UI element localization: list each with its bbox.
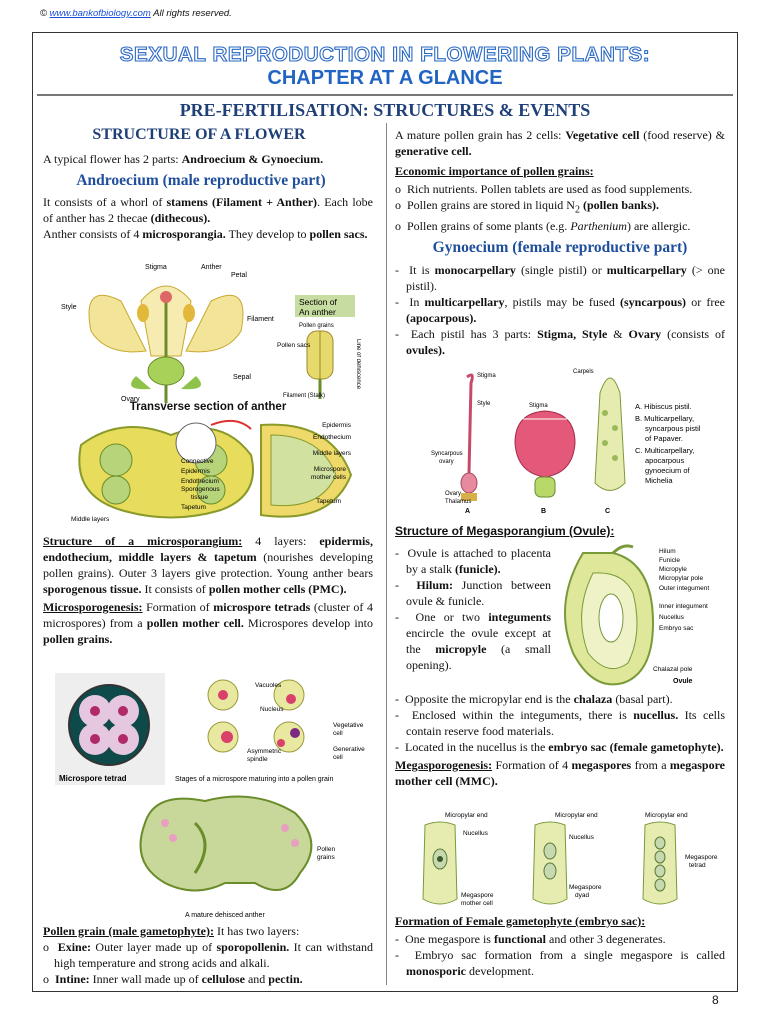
svg-text:Pollen sacs: Pollen sacs [277, 342, 311, 349]
svg-text:Embryo sac: Embryo sac [659, 625, 694, 632]
svg-text:C. Multicarpellary,: C. Multicarpellary, [635, 446, 695, 455]
svg-text:C: C [605, 508, 611, 513]
svg-text:Sporogenous: Sporogenous [181, 486, 220, 493]
page-frame [32, 32, 738, 992]
svg-text:Asymmetric: Asymmetric [247, 748, 281, 755]
svg-text:spindle: spindle [247, 756, 268, 763]
female-gametophyte-section [395, 913, 725, 979]
androecium-para-1: It consists of a whorl of stamens (Filament + Anther). Each lobe of anther has 2 thecae (dithecous). [43, 195, 373, 225]
svg-text:Vacuoles: Vacuoles [255, 682, 282, 689]
svg-text:Epidermis: Epidermis [181, 468, 210, 475]
right-column [395, 127, 725, 358]
svg-text:Generative: Generative [333, 746, 365, 753]
section-title: PRE-FERTILISATION: STRUCTURES & EVENTS [179, 100, 591, 120]
svg-text:Hilum: Hilum [659, 548, 676, 555]
svg-text:Nucellus: Nucellus [569, 834, 594, 841]
svg-text:cell: cell [333, 730, 343, 737]
chapter-title: SEXUAL REPRODUCTION IN FLOWERING PLANTS: [119, 43, 651, 66]
svg-text:tetrad: tetrad [689, 862, 706, 869]
svg-text:mother cells: mother cells [310, 474, 346, 481]
svg-text:Anther: Anther [201, 264, 222, 271]
exine-bullet: o Exine: Outer layer made up of sporopollenin. It can withstand high temperature and strong acids and alkali. [43, 940, 374, 970]
svg-text:Micropylar pole: Micropylar pole [659, 575, 704, 582]
svg-text:Micropylar end: Micropylar end [555, 812, 598, 819]
svg-text:Carpels: Carpels [573, 369, 594, 375]
svg-text:Endothecium: Endothecium [313, 434, 351, 441]
svg-text:Epidermis: Epidermis [322, 422, 351, 429]
svg-text:Micropyle: Micropyle [659, 566, 687, 573]
svg-text:B: B [541, 508, 547, 513]
pollen-grain-para: Pollen grain (male gametophyte): It has two layers: [43, 924, 300, 938]
gynoecium-item-2: - In multicarpellary, pistils may be fused (syncarpous) or free (apocarpous). [395, 295, 726, 326]
svg-text:cell: cell [333, 754, 343, 761]
chapter-subtitle: CHAPTER AT A GLANCE [267, 67, 503, 89]
pistil-figure [405, 363, 725, 513]
svg-text:Microspore tetrad: Microspore tetrad [59, 774, 127, 783]
pollen-development-figure [55, 673, 373, 921]
svg-text:tissue: tissue [191, 494, 208, 501]
svg-text:B. Multicarpellary,: B. Multicarpellary, [635, 414, 695, 423]
economic-item-2: o Pollen grains are stored in liquid $N_2$ (pollen banks). [395, 198, 660, 216]
svg-text:Endothecium: Endothecium [181, 478, 219, 485]
flower-heading: STRUCTURE OF A FLOWER [92, 126, 306, 143]
economic-item-1: o Rich nutrients. Pollen tablets are used as food supplements. [395, 182, 693, 196]
left-column-mid [43, 533, 373, 647]
svg-text:Nucellus: Nucellus [659, 614, 684, 621]
svg-text:grains: grains [317, 854, 335, 861]
svg-text:A mature dehisced anther: A mature dehisced anther [185, 912, 265, 919]
svg-text:Megaspore: Megaspore [569, 884, 602, 891]
svg-text:syncarpous pistil: syncarpous pistil [645, 424, 701, 433]
svg-text:Sepal: Sepal [233, 374, 251, 381]
ovule-figure [553, 543, 729, 693]
ovule-item-1: - Ovule is attached to placenta by a stalk (funicle). [395, 546, 552, 576]
svg-text:Syncarpous: Syncarpous [431, 451, 463, 457]
left-column [43, 125, 373, 242]
svg-text:An anther: An anther [299, 307, 336, 317]
svg-text:Stigma: Stigma [145, 264, 167, 271]
megasporogenesis-para: Megasporogenesis: Formation of 4 megaspores from a megaspore mother cell (MMC). [395, 758, 726, 788]
svg-text:Vegetative: Vegetative [333, 722, 364, 729]
gynoecium-item-3: - Each pistil has 3 parts: Stigma, Style & Ovary (consists of ovules). [395, 327, 725, 358]
female-gametophyte-heading: Formation of Female gametophyte (embryo sac): [395, 914, 646, 928]
svg-text:A. Hibiscus pistil.: A. Hibiscus pistil. [635, 402, 692, 411]
ovule-item-6: - Located in the nucellus is the embryo sac (female gametophyte). [395, 740, 724, 754]
svg-text:Middle layers: Middle layers [71, 516, 110, 523]
flower-anther-figure [61, 261, 361, 403]
svg-text:mother cell: mother cell [461, 900, 493, 907]
ovule-item-5: - Enclosed within the integuments, there is nucellus. Its cells contain reserve food materials. [395, 708, 725, 738]
svg-text:Pollen grains: Pollen grains [299, 323, 334, 329]
ovule-text [395, 545, 551, 673]
svg-text:Inner integument: Inner integument [659, 603, 708, 610]
svg-text:A: A [465, 508, 471, 513]
ovule-text-full [395, 691, 725, 789]
gynoecium-heading: Gynoecium (female reproductive part) [432, 239, 688, 257]
svg-text:Ovary: Ovary [121, 396, 140, 403]
androecium-heading: Androecium (male reproductive part) [76, 172, 326, 189]
svg-text:Micropylar end: Micropylar end [645, 812, 688, 819]
ovule-heading: Structure of Megasporangium (Ovule): [395, 524, 615, 538]
svg-text:Tapetum: Tapetum [181, 504, 206, 511]
svg-text:Filament: Filament [247, 316, 274, 323]
microsporangium-para: Structure of a microsporangium: 4 layers: epidermis, endothecium, middle layers & tapetum (nourishes developing pollen grains). Outer 3 layers give protection. Young anther bears sporogenous tissue. It consists of pollen mother cells (PMC). [43, 534, 374, 596]
svg-text:apocarpous: apocarpous [645, 456, 685, 465]
svg-text:Nucellus: Nucellus [463, 830, 488, 837]
svg-text:gynoecium of: gynoecium of [645, 466, 690, 475]
svg-text:Pollen: Pollen [317, 846, 336, 853]
svg-text:Ovule: Ovule [673, 678, 693, 685]
svg-text:Nucleus: Nucleus [260, 706, 284, 713]
svg-text:Outer integument: Outer integument [659, 585, 710, 592]
ovule-item-3: - One or two integuments encircle the ovule except at the micropyle (a small opening). [395, 610, 551, 672]
svg-text:Style: Style [61, 304, 77, 311]
svg-text:Micropylar end: Micropylar end [445, 812, 488, 819]
female-item-1: - One megaspore is functional and other 3 degenerates. [395, 932, 666, 946]
svg-text:Style: Style [477, 401, 491, 407]
svg-text:Microspore: Microspore [313, 466, 346, 473]
svg-text:Megaspore: Megaspore [461, 892, 494, 899]
economic-heading: Economic importance of pollen grains: [395, 164, 594, 178]
svg-text:Petal: Petal [231, 272, 247, 279]
gynoecium-item-1: - It is monocarpellary (single pistil) or multicarpellary (> one pistil). [395, 263, 725, 294]
page-number: 8 [712, 993, 719, 1007]
svg-text:Stages of a microspore maturin: Stages of a microspore maturing into a pollen grain [175, 776, 334, 783]
svg-text:dyad: dyad [575, 892, 590, 899]
svg-text:Filament (Stalk): Filament (Stalk) [283, 393, 326, 399]
title-divider [37, 94, 733, 96]
ovule-item-4: - Opposite the micropylar end is the chalaza (basal part). [395, 692, 673, 706]
svg-text:Stigma: Stigma [529, 403, 548, 409]
intine-bullet: o Intine: Inner wall made up of cellulose and pectin. [43, 972, 303, 986]
svg-text:Ovary: Ovary [445, 491, 462, 497]
ovule-item-2: - Hilum: Junction between ovule & funicle. [395, 578, 551, 608]
svg-text:Chalazal pole: Chalazal pole [653, 666, 693, 673]
economic-item-3: o Pollen grains of some plants (e.g. Parthenium) are allergic. [395, 219, 691, 234]
ovule-heading-wrap [395, 523, 725, 539]
svg-text:Line of dehiscence: Line of dehiscence [355, 339, 361, 390]
female-item-2: - Embryo sac formation from a single megaspore is called monosporic development. [395, 948, 725, 978]
copyright-notice: © www.bankofbiology.com All rights reserved. [40, 8, 232, 19]
svg-text:Connective: Connective [181, 458, 214, 465]
left-column-bottom [43, 923, 373, 987]
column-divider [386, 123, 387, 985]
svg-text:Stigma: Stigma [477, 373, 496, 379]
androecium-para-2: Anther consists of 4 microsporangia. They develop to pollen sacs. [43, 227, 368, 241]
microsporogenesis-para: Microsporogenesis: Formation of microspore tetrads (cluster of 4 microspores) from a pollen mother cell. Microspores develop into pollen grains. [43, 600, 373, 646]
svg-text:of Papaver.: of Papaver. [645, 434, 683, 443]
website-link[interactable]: www.bankofbiology.com [49, 8, 151, 19]
svg-text:Funicle: Funicle [659, 557, 680, 564]
svg-text:Tapetum: Tapetum [316, 498, 341, 505]
svg-text:Section of: Section of [299, 297, 337, 307]
megasporogenesis-figure [405, 809, 725, 911]
svg-text:Thalamus: Thalamus [445, 499, 472, 505]
mature-pollen-para: A mature pollen grain has 2 cells: Vegetative cell (food reserve) & generative cell. [395, 128, 725, 158]
svg-text:Middle layers: Middle layers [312, 450, 351, 457]
svg-text:ovary: ovary [439, 459, 454, 465]
anther-ts-figure [61, 415, 361, 525]
flower-intro: A typical flower has 2 parts: Androecium & Gynoecium. [43, 152, 324, 166]
svg-text:Megaspore: Megaspore [685, 854, 718, 861]
anther-section-caption: Transverse section of anther [129, 401, 287, 413]
svg-text:Michelia: Michelia [645, 476, 673, 485]
